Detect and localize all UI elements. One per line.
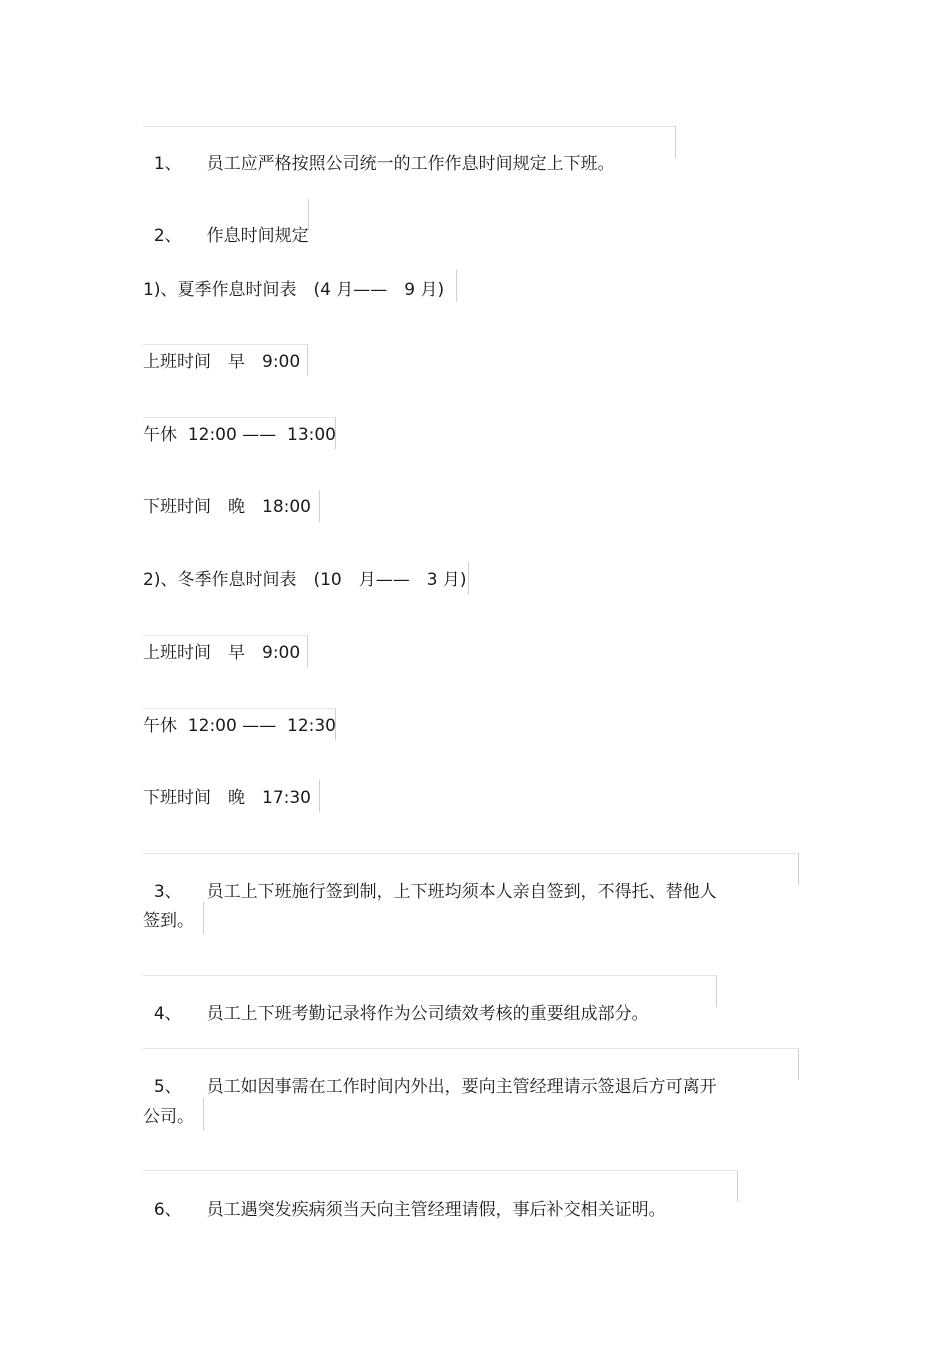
- summer-start-time: 上班时间 早 9:00: [143, 352, 301, 372]
- item-text: 作息时间规定: [206, 226, 309, 246]
- item-number: 6、: [153, 1200, 182, 1220]
- item-text: 员工遇突发疾病须当天向主管经理请假，事后补交相关证明。: [206, 1200, 666, 1220]
- winter-end-time: 下班时间 晚 17:30: [143, 788, 311, 808]
- item-text: 员工上下班施行签到制，上下班均须本人亲自签到，不得托、替他人: [206, 882, 717, 902]
- item-3: [143, 862, 717, 902]
- item-2: [143, 206, 309, 246]
- item-3-continuation: 签到。: [143, 911, 194, 931]
- item-number: 1、: [153, 154, 182, 174]
- item-6: [143, 1180, 666, 1220]
- summer-lunch-break: 午休 12:00 —— 13:00: [143, 425, 337, 445]
- item-5-continuation: 公司。: [143, 1107, 194, 1127]
- item-1: [143, 134, 615, 174]
- item-text: 员工应严格按照公司统一的工作作息时间规定上下班。: [206, 154, 615, 174]
- summer-end-time: 下班时间 晚 18:00: [143, 497, 311, 517]
- winter-schedule-heading: 2)、冬季作息时间表 (10 月—— 3 月): [143, 570, 467, 590]
- item-number: 4、: [153, 1004, 182, 1024]
- item-text: 员工如因事需在工作时间内外出，要向主管经理请示签退后方可离开: [206, 1077, 717, 1097]
- item-number: 3、: [153, 882, 182, 902]
- item-text: 员工上下班考勤记录将作为公司绩效考核的重要组成部分。: [206, 1004, 649, 1024]
- winter-start-time: 上班时间 早 9:00: [143, 643, 301, 663]
- item-4: [143, 984, 649, 1024]
- item-5: [143, 1057, 717, 1097]
- item-number: 2、: [153, 226, 182, 246]
- item-number: 5、: [153, 1077, 182, 1097]
- winter-lunch-break: 午休 12:00 —— 12:30: [143, 716, 337, 736]
- summer-schedule-heading: 1)、夏季作息时间表 (4 月—— 9 月): [143, 280, 445, 300]
